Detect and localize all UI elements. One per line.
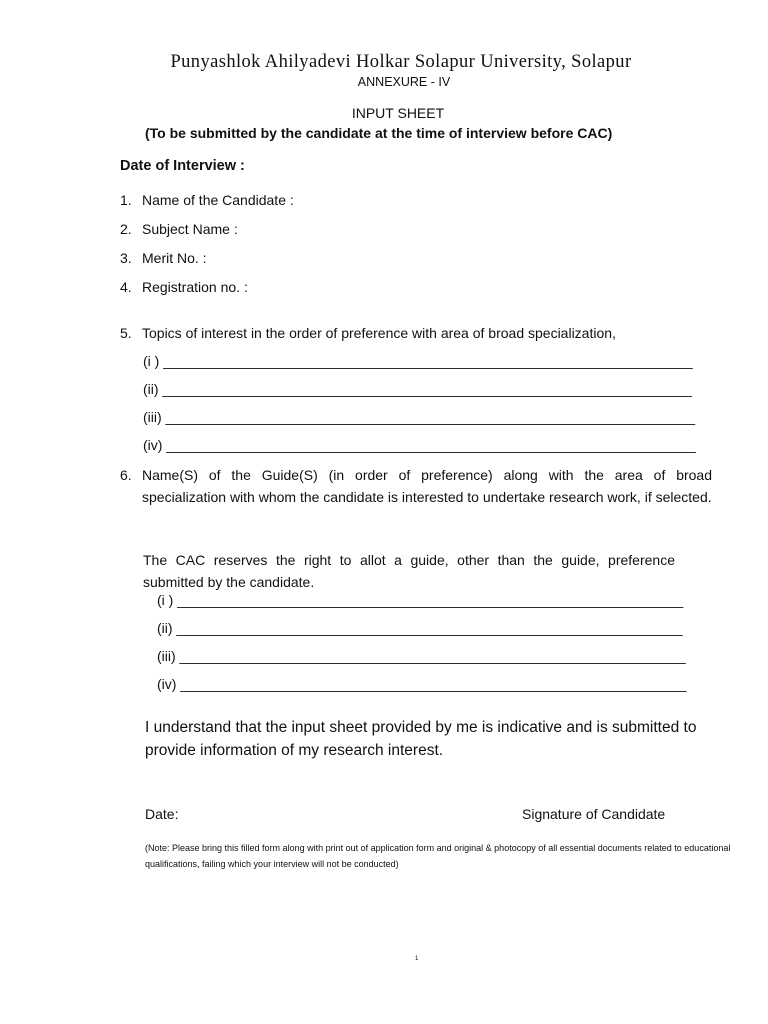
topic-line-4[interactable]: (iv) ____________________________________________________________________ [143,437,696,453]
guides-heading: Name(S) of the Guide(S) (in order of preference) along with the area of broad [142,467,712,483]
item-number: 1. [120,192,132,208]
date-label: Date: [145,806,179,822]
item-label: Name of the Candidate : [142,192,294,208]
guide-line-2[interactable]: (ii) _________________________________________________________________ [157,620,683,636]
note-text: (Note: Please bring this filled form along with print out of application form and original & photocopy of all essential documents related to educational qualifications, failing which your interview will not be conducted) [145,843,731,869]
date-of-interview-label: Date of Interview : [120,158,245,174]
item-label: Topics of interest in the order of preference with area of broad specialization, [142,325,616,341]
form-item-guides [120,464,712,508]
sheet-title: INPUT SHEET [351,105,445,121]
page-number: 1 [415,956,419,962]
form-item-registration-no [120,279,248,295]
form-item-subject-name [120,221,238,237]
topic-line-3[interactable]: (iii) ____________________________________________________________________ [143,409,696,425]
guides-description: specialization with whom the candidate is interested to undertake research work, if selected. [142,489,712,505]
item-number: 3. [120,250,132,266]
item-label: Merit No. : [142,250,207,266]
guide-line-3[interactable]: (iii) _________________________________________________________________ [157,648,686,664]
topic-line-1[interactable]: (i ) ____________________________________________________________________ [143,353,693,369]
form-item-merit-no [120,250,207,266]
topic-line-2[interactable]: (ii) ____________________________________________________________________ [143,381,692,397]
item-label: Registration no. : [142,279,248,295]
item-label: Subject Name : [142,221,238,237]
item-number: 5. [120,325,132,341]
university-name: Punyashlok Ahilyadevi Holkar Solapur University, Solapur [170,52,632,72]
item-number: 2. [120,221,132,237]
guide-line-1[interactable]: (i ) _________________________________________________________________ [157,592,684,608]
item-number: 6. [120,467,132,483]
declaration-text: I understand that the input sheet provided by me is indicative and is submitted to provide information of my research interest. [145,719,697,759]
annexure-label: ANNEXURE - IV [357,75,451,89]
guide-line-4[interactable]: (iv) _________________________________________________________________ [157,676,687,692]
submission-instruction: (To be submitted by the candidate at the time of interview before CAC) [145,125,613,141]
cac-note: The CAC reserves the right to allot a guide, other than the guide, preference submitted by the candidate. [143,552,675,590]
item-number: 4. [120,279,132,295]
guides-first-line [120,464,712,486]
form-item-topics [120,325,616,341]
signature-label: Signature of Candidate [522,806,666,822]
form-item-candidate-name [120,192,294,208]
